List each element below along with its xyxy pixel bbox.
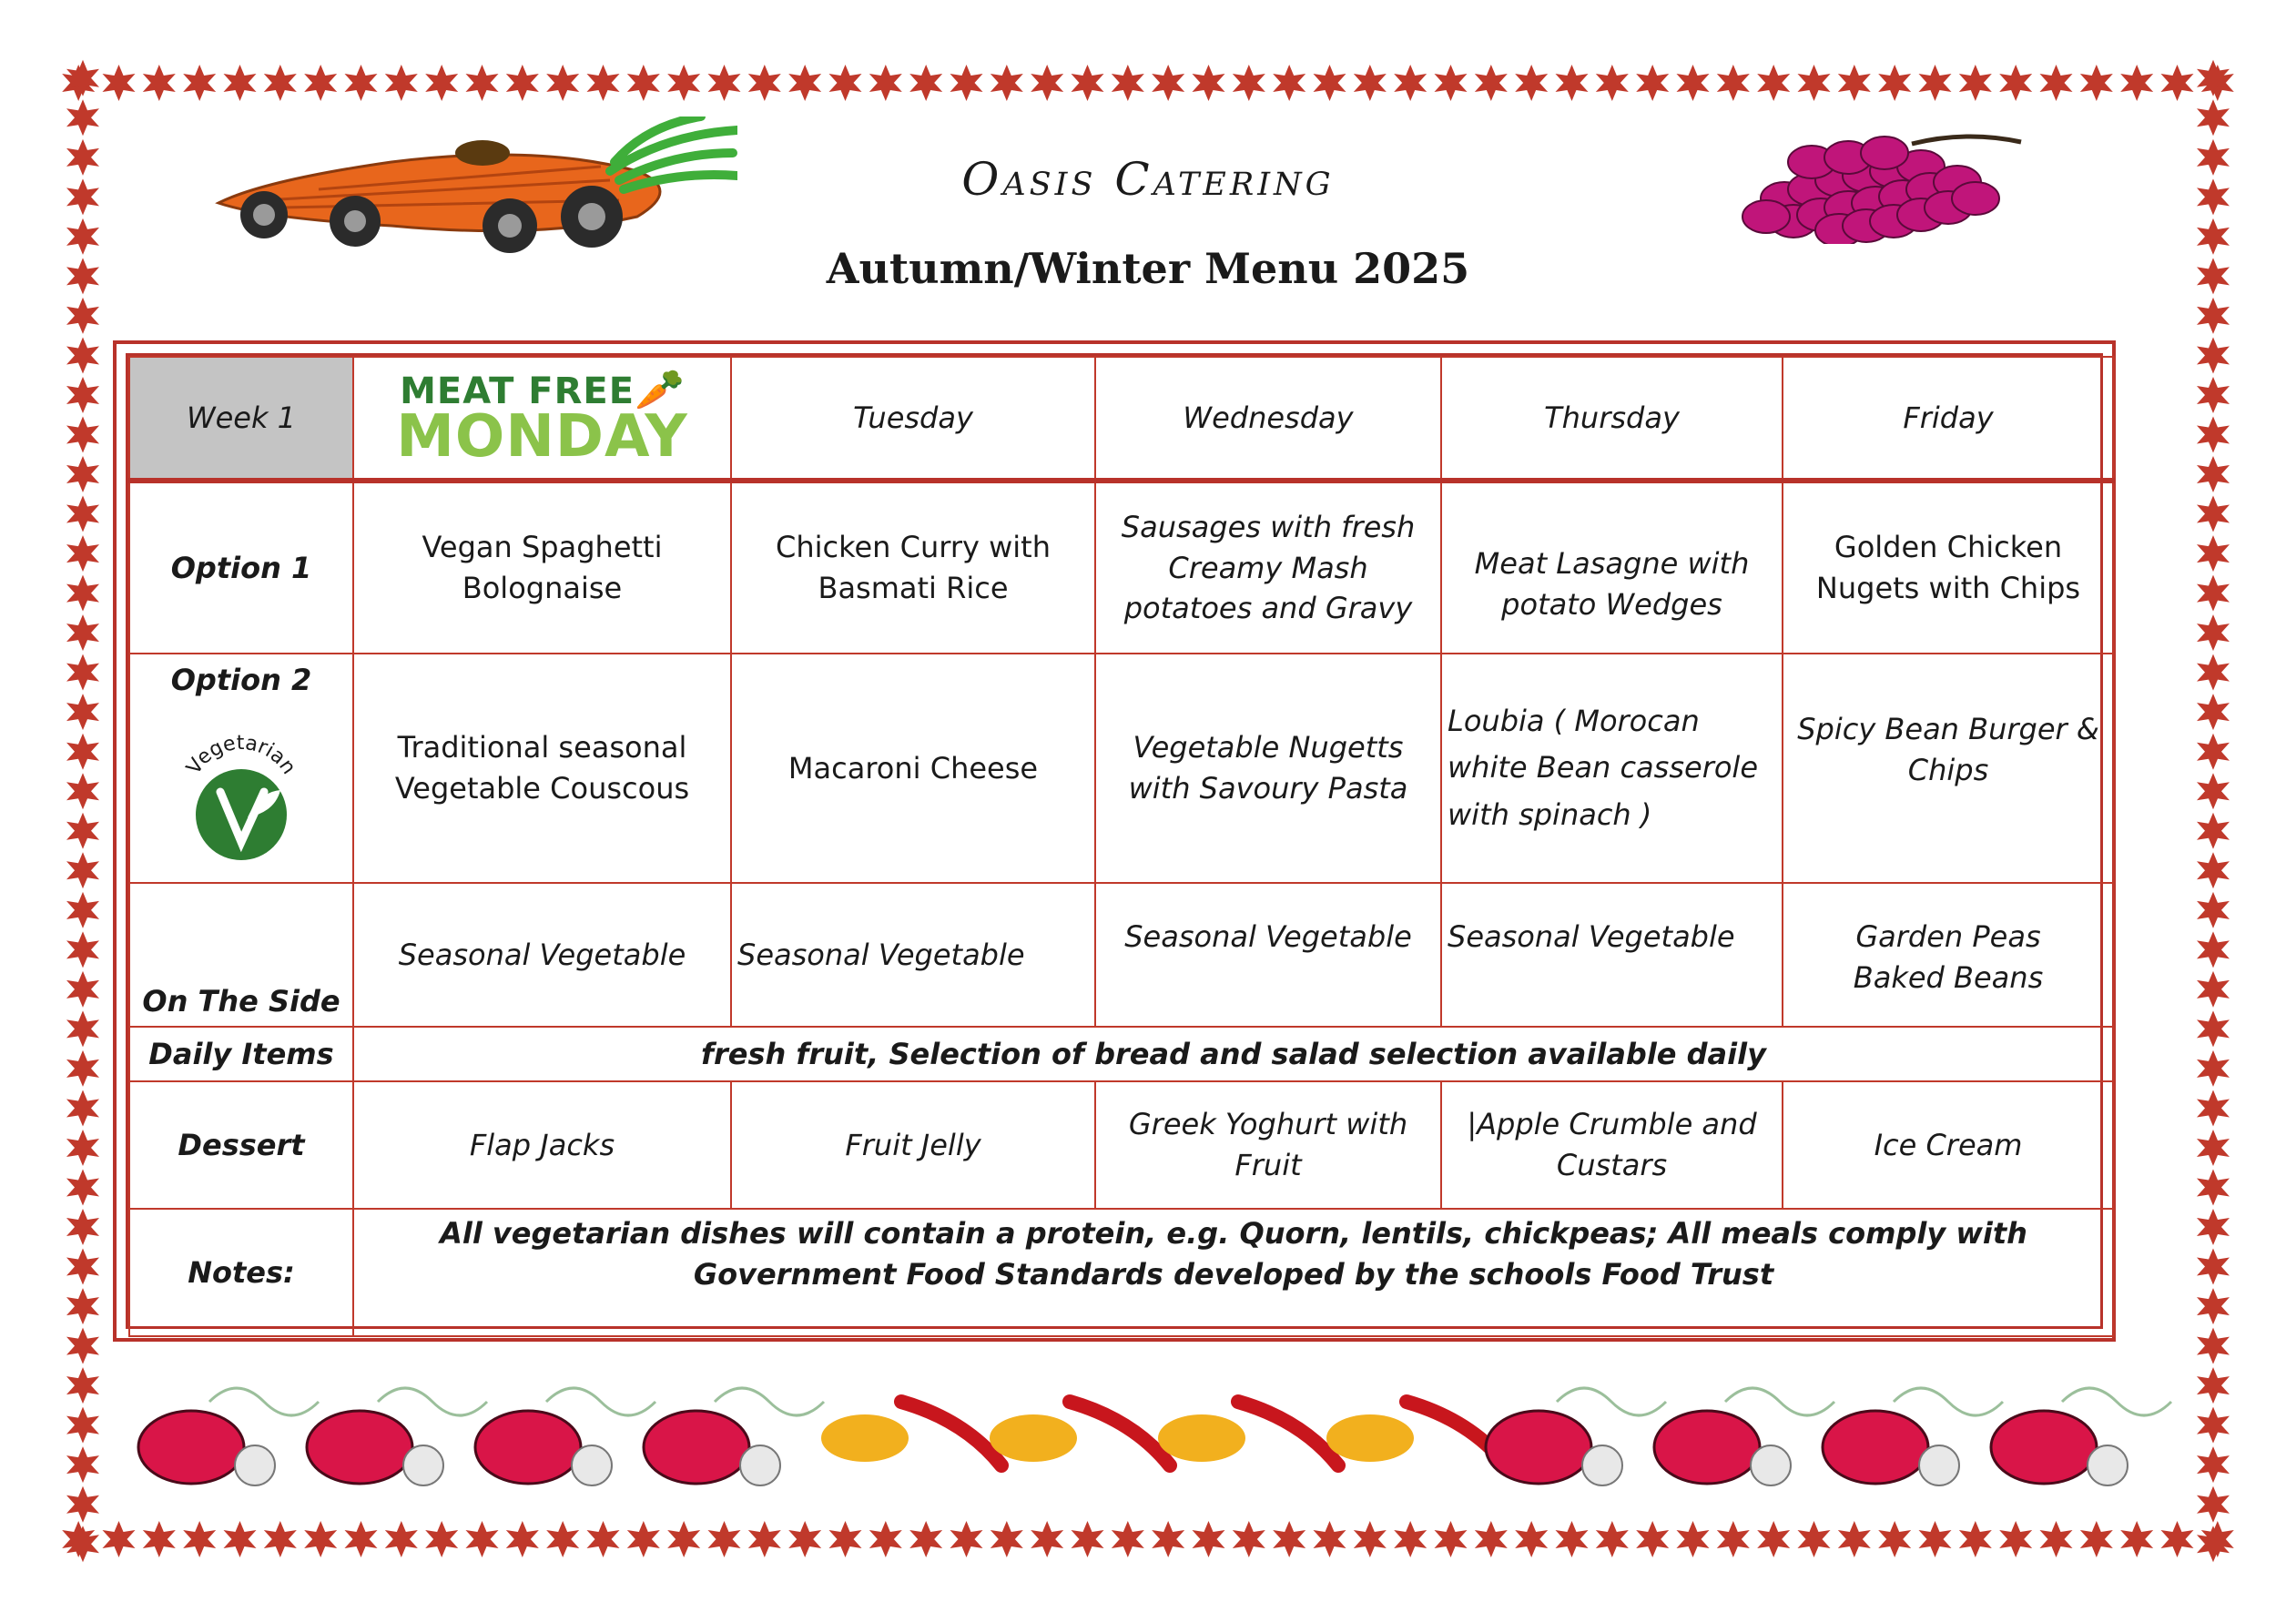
dessert-thursday: |Apple Crumble and Custars — [1441, 1081, 1783, 1209]
star-icon — [66, 575, 99, 612]
star-icon — [143, 65, 176, 101]
star-icon — [1515, 65, 1548, 101]
logo-line2: MONDAY — [396, 402, 688, 471]
star-icon — [66, 496, 99, 532]
menu-subtitle: Autumn/Winter Menu 2025 — [826, 244, 1470, 293]
side-friday-line1: Garden Peas — [1855, 919, 2041, 954]
star-icon — [66, 1407, 99, 1444]
star-icon — [1112, 65, 1144, 101]
side-tuesday: Seasonal Vegetable — [731, 883, 1095, 1027]
star-icon — [829, 65, 862, 101]
notes-text: All vegetarian dishes will contain a protein, e.g. Quorn, lentils, chickpeas; All meals comply with Government Food Standards developed by the schools Food Trust — [353, 1209, 2114, 1336]
carrot-leaf-icon: 🥕 — [635, 366, 685, 413]
option2-row — [129, 654, 2114, 883]
star-icon — [829, 1521, 862, 1557]
star-icon — [1031, 1521, 1063, 1557]
star-icon — [2197, 1249, 2230, 1285]
star-icon — [66, 1090, 99, 1126]
star-icon — [1031, 65, 1063, 101]
star-icon — [950, 65, 983, 101]
star-icon — [425, 65, 458, 101]
star-icon — [1233, 65, 1265, 101]
star-icon — [66, 1328, 99, 1364]
vegetarian-badge-text: Vegetarian — [182, 731, 300, 779]
dessert-row — [129, 1081, 2114, 1209]
star-icon — [385, 1521, 418, 1557]
garlic-icon — [740, 1445, 780, 1485]
star-icon — [2197, 1288, 2230, 1324]
star-icon — [2197, 417, 2230, 453]
star-icon — [1838, 65, 1871, 101]
side-friday-line2: Baked Beans — [1853, 959, 2044, 995]
star-icon — [66, 1249, 99, 1285]
star-icon — [1878, 65, 1911, 101]
star-icon — [66, 892, 99, 928]
star-icon — [1999, 65, 2032, 101]
star-icon — [2197, 496, 2230, 532]
option1-row — [129, 481, 2114, 654]
dessert-monday: Flap Jacks — [353, 1081, 731, 1209]
star-icon — [66, 535, 99, 572]
star-icon — [506, 1521, 539, 1557]
star-icon — [1475, 1521, 1508, 1557]
option1-wednesday: Sausages with fresh Creamy Mash potatoes and Gravy — [1095, 481, 1441, 654]
star-icon — [304, 65, 337, 101]
star-icon — [2197, 60, 2230, 96]
star-icon — [183, 65, 216, 101]
tomato-icon — [307, 1411, 412, 1484]
vine-swirl-icon — [1557, 1388, 1666, 1415]
star-icon — [546, 65, 579, 101]
star-icon — [1556, 65, 1589, 101]
star-icon — [2120, 1521, 2153, 1557]
star-icon — [2197, 337, 2230, 373]
star-icon — [66, 614, 99, 651]
star-icon — [1152, 65, 1184, 101]
tomato-icon — [1486, 1411, 1591, 1484]
star-icon — [1072, 65, 1104, 101]
star-icon — [425, 1521, 458, 1557]
star-icon — [2197, 1328, 2230, 1364]
star-icon — [2197, 1407, 2230, 1444]
star-icon — [66, 813, 99, 849]
side-monday: Seasonal Vegetable — [353, 883, 731, 1027]
chili-icon — [1238, 1402, 1338, 1465]
star-icon — [66, 1446, 99, 1483]
star-icon — [66, 852, 99, 888]
vine-swirl-icon — [209, 1388, 319, 1415]
tomato-icon — [138, 1411, 244, 1484]
star-icon — [143, 1521, 176, 1557]
star-icon — [2197, 535, 2230, 572]
star-icon — [627, 1521, 660, 1557]
star-icon — [304, 1521, 337, 1557]
star-icon — [1999, 1521, 2032, 1557]
daily-row — [129, 1027, 2114, 1081]
tomato-icon — [1823, 1411, 1928, 1484]
chili-icon — [901, 1402, 1001, 1465]
star-icon — [1152, 1521, 1184, 1557]
star-icon — [1273, 1521, 1305, 1557]
daily-label: Daily Items — [129, 1027, 353, 1081]
star-icon — [466, 1521, 499, 1557]
star-icon — [2197, 456, 2230, 492]
star-icon — [1636, 1521, 1669, 1557]
star-icon — [66, 377, 99, 413]
star-icon — [1757, 65, 1790, 101]
vegetable-garland-icon — [137, 1365, 2194, 1511]
star-icon — [2197, 694, 2230, 730]
star-icon — [1435, 65, 1468, 101]
day-friday: Friday — [1783, 357, 2114, 481]
star-icon — [991, 1521, 1023, 1557]
star-icon — [869, 65, 902, 101]
option1-monday: Vegan Spaghetti Bolognaise — [353, 481, 731, 654]
garlic-icon — [403, 1445, 443, 1485]
star-icon — [2197, 773, 2230, 809]
side-thursday: Seasonal Vegetable — [1441, 883, 1783, 1027]
table-header-row — [129, 357, 2114, 481]
star-icon — [2040, 65, 2073, 101]
star-icon — [2197, 971, 2230, 1008]
option2-monday: Traditional seasonal Vegetable Couscous — [353, 654, 731, 883]
star-icon — [183, 1521, 216, 1557]
star-icon — [667, 65, 700, 101]
tomato-icon — [644, 1411, 749, 1484]
star-icon — [1314, 1521, 1346, 1557]
tomato-icon — [1654, 1411, 1760, 1484]
vine-swirl-icon — [378, 1388, 487, 1415]
vine-swirl-icon — [1725, 1388, 1834, 1415]
week-label: Week 1 — [129, 357, 353, 481]
star-icon — [66, 298, 99, 334]
star-icon — [1435, 1521, 1468, 1557]
star-icon — [466, 65, 499, 101]
star-icon — [66, 417, 99, 453]
star-icon — [587, 65, 620, 101]
star-icon — [1515, 1521, 1548, 1557]
star-icon — [1475, 65, 1508, 101]
star-icon — [264, 1521, 297, 1557]
tomato-icon — [1991, 1411, 2097, 1484]
star-icon — [1798, 1521, 1831, 1557]
pepper-icon — [1326, 1414, 1414, 1462]
star-icon — [1717, 65, 1750, 101]
star-icon — [66, 1209, 99, 1245]
star-icon — [2040, 1521, 2073, 1557]
star-icon — [66, 337, 99, 373]
star-icon — [345, 1521, 378, 1557]
star-icon — [66, 1367, 99, 1404]
option1-friday: Golden Chicken Nugets with Chips — [1783, 481, 2114, 654]
option2-label-cell — [129, 654, 353, 883]
star-icon — [2197, 1130, 2230, 1166]
star-border-top — [58, 58, 2238, 107]
star-icon — [66, 456, 99, 492]
option2-friday: Spicy Bean Burger & Chips — [1783, 654, 2114, 883]
star-icon — [2197, 892, 2230, 928]
side-friday — [1783, 883, 2114, 1027]
garlic-icon — [1751, 1445, 1791, 1485]
star-icon — [2197, 99, 2230, 136]
star-icon — [224, 65, 257, 101]
star-icon — [224, 1521, 257, 1557]
star-icon — [66, 694, 99, 730]
star-icon — [1193, 1521, 1225, 1557]
meat-free-monday-logo — [353, 357, 731, 481]
vine-swirl-icon — [715, 1388, 824, 1415]
star-icon — [66, 99, 99, 136]
daily-text: fresh fruit, Selection of bread and salad selection available daily — [353, 1027, 2114, 1081]
star-icon — [2080, 1521, 2113, 1557]
star-icon — [2197, 1209, 2230, 1245]
star-icon — [1556, 1521, 1589, 1557]
dessert-friday: Ice Cream — [1783, 1081, 2114, 1209]
star-icon — [66, 734, 99, 770]
option2-tuesday: Macaroni Cheese — [731, 654, 1095, 883]
star-icon — [909, 65, 942, 101]
star-icon — [1878, 1521, 1911, 1557]
star-icon — [748, 65, 781, 101]
menu-inner-frame — [126, 353, 2103, 1329]
star-icon — [1919, 1521, 1952, 1557]
star-icon — [506, 65, 539, 101]
star-border-bottom — [58, 1515, 2238, 1564]
garlic-icon — [1919, 1445, 1959, 1485]
star-icon — [1314, 65, 1346, 101]
star-icon — [708, 1521, 741, 1557]
day-tuesday: Tuesday — [731, 357, 1095, 481]
star-icon — [2197, 852, 2230, 888]
vegetarian-badge-icon — [173, 728, 310, 865]
option2-label: Option 2 — [170, 663, 312, 697]
option1-tuesday: Chicken Curry with Basmati Rice — [731, 481, 1095, 654]
star-icon — [788, 1521, 821, 1557]
star-icon — [667, 1521, 700, 1557]
star-icon — [2197, 1367, 2230, 1404]
day-wednesday: Wednesday — [1095, 357, 1441, 481]
star-icon — [2197, 1010, 2230, 1047]
star-icon — [1596, 65, 1629, 101]
star-icon — [2197, 734, 2230, 770]
pepper-icon — [1158, 1414, 1245, 1462]
company-title: Oasis Catering — [961, 153, 1335, 206]
star-icon — [2197, 1486, 2230, 1523]
option1-thursday: Meat Lasagne with potato Wedges — [1441, 481, 1783, 654]
star-icon — [869, 1521, 902, 1557]
notes-label: Notes: — [129, 1209, 353, 1336]
star-icon — [66, 1526, 99, 1562]
star-icon — [788, 65, 821, 101]
star-icon — [345, 65, 378, 101]
star-icon — [1717, 1521, 1750, 1557]
option1-label: Option 1 — [129, 481, 353, 654]
star-icon — [66, 1170, 99, 1206]
star-icon — [1757, 1521, 1790, 1557]
star-icon — [66, 971, 99, 1008]
star-icon — [2197, 614, 2230, 651]
star-icon — [66, 60, 99, 96]
menu-frame — [113, 340, 2116, 1342]
star-icon — [1354, 65, 1387, 101]
star-icon — [264, 65, 297, 101]
star-icon — [1959, 1521, 1992, 1557]
side-label: On The Side — [129, 883, 353, 1027]
star-icon — [1273, 65, 1305, 101]
star-icon — [1636, 65, 1669, 101]
option2-thursday: Loubia ( Morocan white Bean casserole with spinach ) — [1441, 654, 1783, 883]
star-icon — [909, 1521, 942, 1557]
garlic-icon — [1582, 1445, 1622, 1485]
vine-swirl-icon — [2062, 1388, 2171, 1415]
day-thursday: Thursday — [1441, 357, 1783, 481]
garlic-icon — [2088, 1445, 2128, 1485]
star-icon — [1677, 65, 1710, 101]
side-row — [129, 883, 2114, 1027]
star-icon — [2197, 377, 2230, 413]
star-icon — [1394, 65, 1427, 101]
star-icon — [2197, 654, 2230, 691]
star-icon — [1838, 1521, 1871, 1557]
star-icon — [2197, 575, 2230, 612]
garlic-icon — [235, 1445, 275, 1485]
option2-wednesday: Vegetable Nugetts with Savoury Pasta — [1095, 654, 1441, 883]
star-icon — [1677, 1521, 1710, 1557]
tomato-icon — [475, 1411, 581, 1484]
star-icon — [2197, 931, 2230, 968]
star-icon — [2080, 65, 2113, 101]
vine-swirl-icon — [1894, 1388, 2003, 1415]
dessert-tuesday: Fruit Jelly — [731, 1081, 1095, 1209]
star-icon — [1354, 1521, 1387, 1557]
star-icon — [708, 65, 741, 101]
star-icon — [627, 65, 660, 101]
star-icon — [2197, 1446, 2230, 1483]
pepper-icon — [990, 1414, 1077, 1462]
star-icon — [546, 1521, 579, 1557]
star-icon — [66, 773, 99, 809]
dessert-wednesday: Greek Yoghurt with Fruit — [1095, 1081, 1441, 1209]
star-icon — [1394, 1521, 1427, 1557]
star-icon — [587, 1521, 620, 1557]
star-icon — [2197, 298, 2230, 334]
star-icon — [1072, 1521, 1104, 1557]
star-icon — [2120, 65, 2153, 101]
chili-icon — [1070, 1402, 1170, 1465]
star-icon — [950, 1521, 983, 1557]
dessert-label: Dessert — [129, 1081, 353, 1209]
star-icon — [1596, 1521, 1629, 1557]
star-icon — [1798, 65, 1831, 101]
star-icon — [66, 1130, 99, 1166]
side-wednesday: Seasonal Vegetable — [1095, 883, 1441, 1027]
star-icon — [1959, 65, 1992, 101]
star-icon — [2197, 1090, 2230, 1126]
garlic-icon — [572, 1445, 612, 1485]
star-icon — [1919, 65, 1952, 101]
menu-table — [128, 356, 2115, 1337]
pepper-icon — [821, 1414, 909, 1462]
star-icon — [2197, 1526, 2230, 1562]
logo-line1: MEAT FREE — [400, 370, 635, 412]
star-icon — [748, 1521, 781, 1557]
star-icon — [66, 931, 99, 968]
star-icon — [2197, 1170, 2230, 1206]
star-icon — [991, 65, 1023, 101]
vine-swirl-icon — [546, 1388, 655, 1415]
star-icon — [2197, 813, 2230, 849]
star-icon — [66, 1288, 99, 1324]
star-icon — [66, 1010, 99, 1047]
star-icon — [1233, 1521, 1265, 1557]
star-icon — [66, 654, 99, 691]
star-icon — [2197, 1050, 2230, 1087]
star-icon — [385, 65, 418, 101]
star-icon — [66, 1050, 99, 1087]
star-icon — [1112, 1521, 1144, 1557]
star-icon — [66, 1486, 99, 1523]
notes-row — [129, 1209, 2114, 1336]
star-icon — [1193, 65, 1225, 101]
